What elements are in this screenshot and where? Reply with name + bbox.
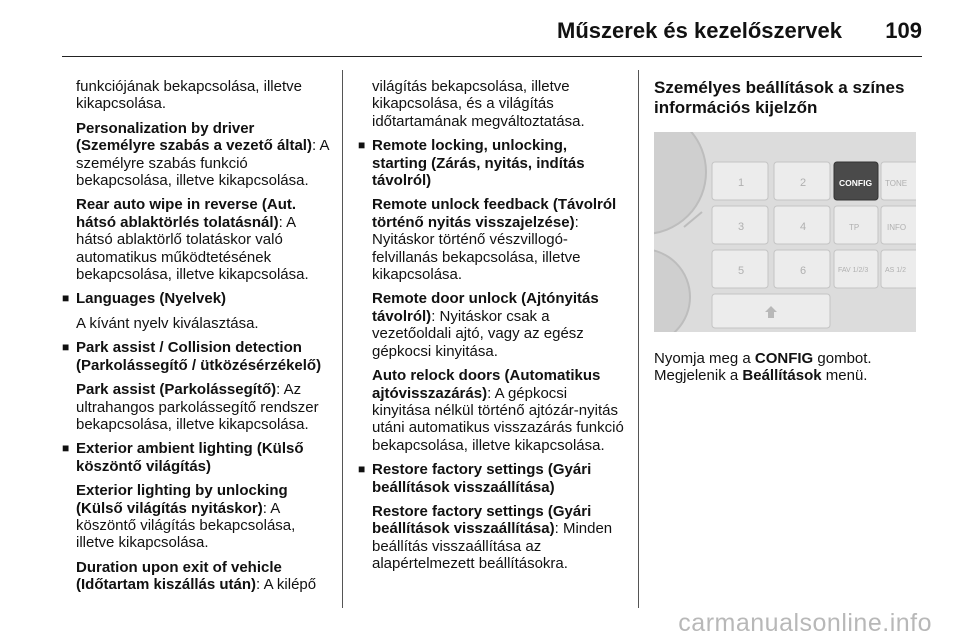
subsection-title: Personalization by driver (Személyre szabás a vezető által) xyxy=(76,119,312,155)
preset-label-5: 5 xyxy=(738,265,745,277)
watermark: carmanualsonline.info xyxy=(678,609,932,637)
bullet-text: A kívánt nyelv kiválasztása. xyxy=(76,314,259,332)
subsection-title: Park assist (Parkolássegítő) xyxy=(76,381,277,399)
subsection-exterior-unlock: Exterior lighting by unlocking (Külső világítás nyitáskor): A köszöntő világítás bekapcsolása, illetve kikapcsolása. xyxy=(76,482,296,552)
subsection-remote-door-unlock: Remote door unlock (Ajtónyitás távolról): Nyitáskor csak a vezetőoldali ajtó, vagy az egész gépkocsi kinyitása. xyxy=(372,290,599,360)
preset-label-6: 6 xyxy=(800,265,807,277)
bullet-square-icon: ■ xyxy=(358,138,366,153)
subsection-text: Nyitáskor történő vészvillogó-felvillanás bekapcsolása, illetve kikapcsolása. xyxy=(372,231,581,284)
subsection-title: Restore factory settings (Gyári beállítások visszaállítása) xyxy=(372,502,592,538)
bullet-restore-factory xyxy=(358,461,624,496)
header-rule xyxy=(62,56,922,57)
column-3 xyxy=(654,78,922,385)
bullet-title: Remote locking, unlocking, starting (Zárás, nyitás, indítás távolról) xyxy=(372,137,585,190)
config-label: CONFIG xyxy=(839,178,873,188)
subsection-text: Az ultrahangos parkolássegítő rendszer bekapcsolása, illetve kikapcsolása. xyxy=(76,381,319,433)
subsection-title: Rear auto wipe in reverse (Aut. hátsó ablaktörlés tolatásnál) xyxy=(76,196,297,231)
preset-label-3: 3 xyxy=(738,221,745,233)
preset-label-4: 4 xyxy=(800,221,807,233)
subsection-title: Remote unlock feedback (Távolról történő nyitás visszajelzése) xyxy=(372,196,617,231)
as-label: AS 1/2 xyxy=(885,267,907,274)
caption-menu-name: Beállítások xyxy=(742,367,822,385)
column-1 xyxy=(62,78,330,594)
bullet-square-icon: ■ xyxy=(62,441,70,456)
subsection-title: Exterior lighting by unlocking (Külső világítás nyitáskor) xyxy=(76,482,288,517)
column-divider-2 xyxy=(638,70,639,608)
caption-text: Megjelenik a xyxy=(654,367,743,385)
subsection-text: Nyitáskor csak a vezetőoldali ajtó, vagy az egész gépkocsi kinyitása. xyxy=(372,307,584,360)
caption-text: gombot. xyxy=(813,350,872,367)
bullet-title: Restore factory settings (Gyári beállítások visszaállítása) xyxy=(372,461,592,496)
info-label: INFO xyxy=(887,223,907,232)
control-panel-figure xyxy=(654,132,916,332)
bullet-title: Languages (Nyelvek) xyxy=(76,290,227,308)
function-buttons xyxy=(834,162,916,288)
subsection-auto-relock: Auto relock doors (Automatikus ajtóvisszazárás): A gépkocsi kinyitása nélkül történő ajtózár-nyitás utáni automatikus visszazárás funkció bekapcsolása, illetve kikapcsolása. xyxy=(372,367,624,454)
bullet-languages xyxy=(62,290,330,332)
bullet-square-icon: ■ xyxy=(62,340,70,355)
figure-caption xyxy=(654,350,922,385)
subsection-personalization: Personalization by driver (Személyre szabás a vezető által): A személyre szabás funkció bekapcsolása, illetve kikapcsolása. xyxy=(76,119,329,190)
continuation-text: világítás bekapcsolása, illetve kikapcsolása, és a világítás időtartamának megváltoztatása. xyxy=(372,78,585,130)
subsection-title: Remote door unlock (Ajtónyitás távolról) xyxy=(372,290,599,325)
continuation-text: funkciójának bekapcsolása, illetve kikapcsolása. xyxy=(76,78,302,113)
section-title: Személyes beállítások a színes információs kijelzőn xyxy=(654,78,905,117)
subsection-rear-wipe: Rear auto wipe in reverse (Aut. hátsó ablaktörlés tolatásnál): A hátsó ablaktörlő tolatáskor való automatikus működtetésének bekapcsolása, illetve kikapcsolása. xyxy=(76,196,309,284)
caption-line-1 xyxy=(654,350,922,367)
subsection-text: Minden beállítás visszaállítása az alapértelmezett beállításokra. xyxy=(372,520,613,573)
subsection-title: Duration upon exit of vehicle (Időtartam kiszállás után) xyxy=(76,558,282,594)
preset-label-2: 2 xyxy=(800,177,807,189)
preset-label-1: 1 xyxy=(738,177,745,189)
subsection-text: A köszöntő világítás bekapcsolása, illetve kikapcsolása. xyxy=(76,499,296,552)
subsection-text: A hátsó ablaktörlő tolatáskor való automatikus működtetésének bekapcsolása, illetve kikapcsolása. xyxy=(76,213,309,284)
tone-label: TONE xyxy=(885,179,908,188)
fav-label: FAV 1/2/3 xyxy=(838,267,869,274)
bullet-square-icon: ■ xyxy=(358,462,366,477)
caption-text: Nyomja meg a xyxy=(654,350,755,367)
page-title: Műszerek és kezelőszervek xyxy=(557,18,842,43)
column-2 xyxy=(358,78,624,573)
page-header xyxy=(0,0,960,64)
subsection-restore-factory: Restore factory settings (Gyári beállítások visszaállítása): Minden beállítás visszaállítása az alapértelmezett beállításokra. xyxy=(372,502,613,573)
bullet-title: Exterior ambient lighting (Külső köszöntő világítás) xyxy=(76,440,304,475)
subsection-title: Auto relock doors (Automatikus ajtóvisszazárás) xyxy=(372,367,601,402)
bullet-remote-locking xyxy=(358,137,624,189)
subsection-duration: Duration upon exit of vehicle (Időtartam kiszállás után): A kilépő xyxy=(76,558,317,594)
subsection-text: A gépkocsi kinyitása nélkül történő ajtózár-nyitás utáni automatikus visszazárás funkció bekapcsolása, illetve kikapcsolása. xyxy=(372,384,624,454)
column-divider-1 xyxy=(342,70,343,608)
caption-button-name: CONFIG xyxy=(754,350,814,367)
bullet-exterior-lighting xyxy=(62,440,330,475)
subsection-text: A kilépő xyxy=(263,576,317,594)
subsection-text: A személyre szabás funkció bekapcsolása, illetve kikapcsolása. xyxy=(76,137,329,190)
bullet-square-icon: ■ xyxy=(62,291,70,306)
subsection-park-assist: Park assist (Parkolássegítő): Az ultrahangos parkolássegítő rendszer bekapcsolása, illetve kikapcsolása. xyxy=(76,381,319,433)
tp-label: TP xyxy=(849,223,860,232)
page-number: 109 xyxy=(885,18,922,43)
caption-line-2 xyxy=(654,367,922,384)
caption-text: menü. xyxy=(821,367,868,385)
bullet-park-assist xyxy=(62,339,330,374)
bullet-title: Park assist / Collision detection (Parkolássegítő / ütközésérzékelő) xyxy=(76,339,322,374)
control-panel-illustration xyxy=(654,132,916,332)
subsection-remote-unlock-feedback: Remote unlock feedback (Távolról történő nyitás visszajelzése): Nyitáskor történő vészvillogó-felvillanás bekapcsolása, illetve kikapcsolása. xyxy=(372,196,617,284)
